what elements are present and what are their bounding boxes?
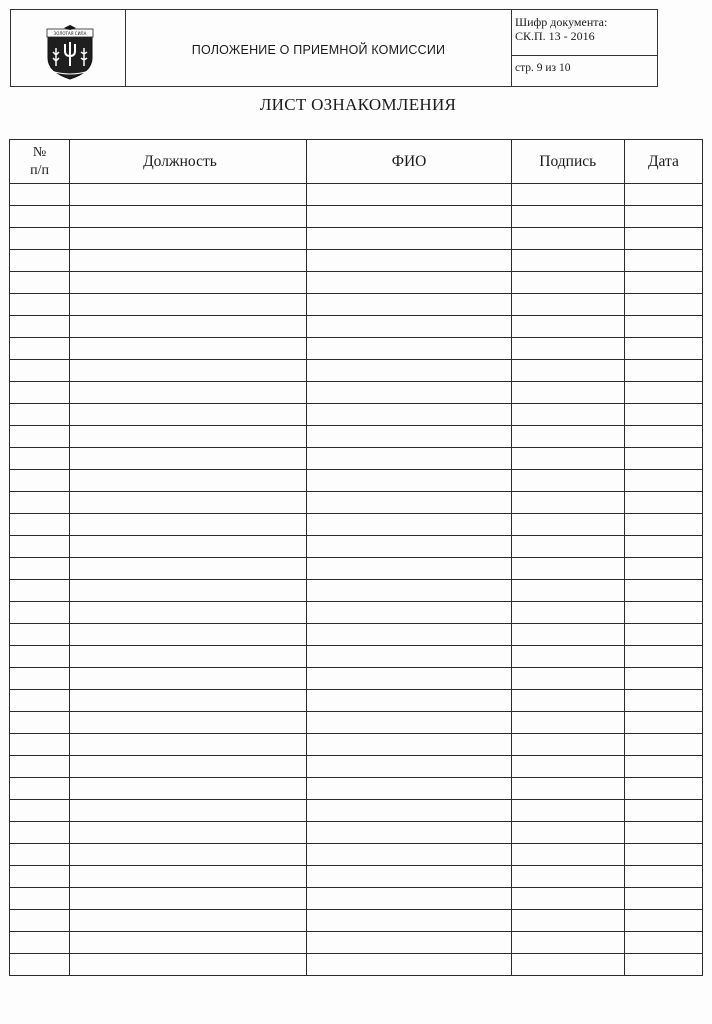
cell-full-name <box>307 316 511 338</box>
cell-full-name <box>307 492 511 514</box>
column-header-number-symbol: № <box>32 144 47 160</box>
cell-full-name <box>307 602 511 624</box>
cell-number <box>10 690 70 712</box>
table-row <box>10 448 703 470</box>
document-code-cell <box>512 10 657 56</box>
cell-position <box>70 470 307 492</box>
table-row <box>10 272 703 294</box>
cell-position <box>70 712 307 734</box>
cell-number <box>10 184 70 206</box>
table-row <box>10 822 703 844</box>
cell-position <box>70 228 307 250</box>
cell-signature <box>511 426 624 448</box>
cell-position <box>70 250 307 272</box>
cell-date <box>624 910 702 932</box>
cell-number <box>10 866 70 888</box>
cell-full-name <box>307 646 511 668</box>
cell-position <box>70 822 307 844</box>
cell-signature <box>511 514 624 536</box>
cell-date <box>624 272 702 294</box>
table-row <box>10 668 703 690</box>
cell-signature <box>511 624 624 646</box>
cell-date <box>624 602 702 624</box>
cell-signature <box>511 734 624 756</box>
cell-date <box>624 866 702 888</box>
table-row <box>10 624 703 646</box>
cell-signature <box>511 756 624 778</box>
column-header-full-name-label: ФИО <box>391 152 427 170</box>
table-row <box>10 184 703 206</box>
cell-position <box>70 316 307 338</box>
regulation-title: ПОЛОЖЕНИЕ О ПРИЕМНОЙ КОМИССИИ <box>191 43 446 57</box>
cell-full-name <box>307 954 511 976</box>
cell-number <box>10 272 70 294</box>
table-row <box>10 756 703 778</box>
page-number-cell <box>512 56 657 86</box>
cell-number <box>10 206 70 228</box>
cell-date <box>624 316 702 338</box>
table-row <box>10 536 703 558</box>
cell-position <box>70 272 307 294</box>
cell-full-name <box>307 426 511 448</box>
cell-signature <box>511 646 624 668</box>
cell-full-name <box>307 932 511 954</box>
cell-date <box>624 558 702 580</box>
header-logo-cell <box>11 10 126 86</box>
cell-position <box>70 866 307 888</box>
cell-signature <box>511 250 624 272</box>
cell-number <box>10 602 70 624</box>
cell-position <box>70 690 307 712</box>
cell-signature <box>511 602 624 624</box>
table-row <box>10 250 703 272</box>
cell-signature <box>511 932 624 954</box>
cell-position <box>70 382 307 404</box>
table-row <box>10 690 703 712</box>
cell-signature <box>511 470 624 492</box>
cell-number <box>10 932 70 954</box>
cell-number <box>10 448 70 470</box>
cell-position <box>70 888 307 910</box>
document-code-value: СК.П. 13 - 2016 <box>515 29 595 43</box>
cell-signature <box>511 580 624 602</box>
cell-position <box>70 646 307 668</box>
cell-number <box>10 470 70 492</box>
cell-full-name <box>307 206 511 228</box>
cell-date <box>624 228 702 250</box>
cell-full-name <box>307 712 511 734</box>
cell-date <box>624 800 702 822</box>
cell-date <box>624 536 702 558</box>
cell-signature <box>511 888 624 910</box>
cell-date <box>624 492 702 514</box>
cell-full-name <box>307 338 511 360</box>
cell-position <box>70 932 307 954</box>
cell-signature <box>511 294 624 316</box>
cell-number <box>10 228 70 250</box>
column-header-position <box>70 140 307 184</box>
document-code-label: Шифр документа: <box>515 15 608 29</box>
cell-signature <box>511 866 624 888</box>
column-header-date <box>624 140 702 184</box>
college-emblem-icon <box>41 24 99 82</box>
cell-number <box>10 910 70 932</box>
cell-position <box>70 426 307 448</box>
cell-date <box>624 646 702 668</box>
table-row <box>10 514 703 536</box>
table-row <box>10 316 703 338</box>
cell-date <box>624 184 702 206</box>
cell-position <box>70 514 307 536</box>
cell-number <box>10 382 70 404</box>
cell-signature <box>511 448 624 470</box>
column-header-date-label: Дата <box>647 152 679 170</box>
table-row <box>10 580 703 602</box>
cell-position <box>70 800 307 822</box>
cell-date <box>624 338 702 360</box>
cell-number <box>10 360 70 382</box>
cell-date <box>624 448 702 470</box>
column-header-full-name <box>307 140 511 184</box>
table-row <box>10 206 703 228</box>
cell-number <box>10 338 70 360</box>
cell-signature <box>511 668 624 690</box>
cell-position <box>70 580 307 602</box>
cell-date <box>624 954 702 976</box>
cell-number <box>10 492 70 514</box>
table-header-row <box>10 140 703 184</box>
cell-position <box>70 184 307 206</box>
cell-date <box>624 382 702 404</box>
table-row <box>10 426 703 448</box>
cell-date <box>624 250 702 272</box>
cell-position <box>70 778 307 800</box>
table-row <box>10 492 703 514</box>
cell-full-name <box>307 888 511 910</box>
cell-signature <box>511 778 624 800</box>
emblem-banner-text: ЗОЛОТАЯ СИЛА <box>53 31 87 36</box>
cell-full-name <box>307 756 511 778</box>
cell-signature <box>511 404 624 426</box>
cell-position <box>70 558 307 580</box>
table-row <box>10 778 703 800</box>
table-row <box>10 294 703 316</box>
table-row <box>10 404 703 426</box>
cell-signature <box>511 690 624 712</box>
cell-position <box>70 404 307 426</box>
table-row <box>10 844 703 866</box>
header-title-cell <box>126 10 512 86</box>
table-row <box>10 954 703 976</box>
cell-number <box>10 844 70 866</box>
table-row <box>10 360 703 382</box>
cell-position <box>70 844 307 866</box>
cell-number <box>10 822 70 844</box>
cell-position <box>70 954 307 976</box>
cell-position <box>70 206 307 228</box>
page-number: стр. 9 из 10 <box>515 62 571 74</box>
column-header-number-abbr: п/п <box>30 162 49 178</box>
cell-date <box>624 360 702 382</box>
cell-date <box>624 624 702 646</box>
column-header-position-label: Должность <box>143 152 217 170</box>
table-row <box>10 228 703 250</box>
cell-signature <box>511 228 624 250</box>
cell-date <box>624 822 702 844</box>
cell-date <box>624 206 702 228</box>
cell-signature <box>511 558 624 580</box>
cell-number <box>10 426 70 448</box>
table-row <box>10 932 703 954</box>
cell-signature <box>511 954 624 976</box>
cell-date <box>624 580 702 602</box>
cell-full-name <box>307 360 511 382</box>
cell-signature <box>511 910 624 932</box>
cell-number <box>10 778 70 800</box>
table-body <box>10 184 703 976</box>
cell-position <box>70 360 307 382</box>
cell-number <box>10 756 70 778</box>
cell-position <box>70 734 307 756</box>
cell-full-name <box>307 668 511 690</box>
cell-position <box>70 294 307 316</box>
cell-full-name <box>307 778 511 800</box>
cell-date <box>624 712 702 734</box>
cell-number <box>10 404 70 426</box>
cell-signature <box>511 360 624 382</box>
cell-full-name <box>307 800 511 822</box>
cell-full-name <box>307 690 511 712</box>
cell-signature <box>511 382 624 404</box>
table-row <box>10 338 703 360</box>
cell-date <box>624 756 702 778</box>
column-header-number <box>10 140 70 184</box>
cell-full-name <box>307 228 511 250</box>
cell-position <box>70 536 307 558</box>
cell-signature <box>511 536 624 558</box>
cell-number <box>10 646 70 668</box>
column-header-signature <box>511 140 624 184</box>
document-header <box>10 9 658 87</box>
cell-position <box>70 756 307 778</box>
cell-number <box>10 316 70 338</box>
cell-position <box>70 448 307 470</box>
cell-position <box>70 668 307 690</box>
cell-number <box>10 250 70 272</box>
table-row <box>10 382 703 404</box>
cell-full-name <box>307 558 511 580</box>
cell-number <box>10 668 70 690</box>
sheet-title <box>0 95 712 115</box>
cell-number <box>10 712 70 734</box>
table-row <box>10 558 703 580</box>
cell-full-name <box>307 822 511 844</box>
column-header-signature-label: Подпись <box>539 152 597 170</box>
cell-full-name <box>307 844 511 866</box>
cell-full-name <box>307 624 511 646</box>
cell-date <box>624 734 702 756</box>
table-row <box>10 888 703 910</box>
cell-full-name <box>307 250 511 272</box>
cell-signature <box>511 492 624 514</box>
table-row <box>10 866 703 888</box>
cell-signature <box>511 272 624 294</box>
cell-signature <box>511 184 624 206</box>
cell-date <box>624 932 702 954</box>
table-row <box>10 602 703 624</box>
cell-date <box>624 404 702 426</box>
cell-full-name <box>307 404 511 426</box>
cell-signature <box>511 712 624 734</box>
cell-number <box>10 514 70 536</box>
cell-signature <box>511 822 624 844</box>
cell-number <box>10 624 70 646</box>
cell-number <box>10 954 70 976</box>
cell-number <box>10 888 70 910</box>
cell-signature <box>511 844 624 866</box>
cell-date <box>624 514 702 536</box>
cell-number <box>10 536 70 558</box>
cell-position <box>70 602 307 624</box>
sheet-title-text: ЛИСТ ОЗНАКОМЛЕНИЯ <box>259 95 457 114</box>
cell-position <box>70 492 307 514</box>
table-row <box>10 734 703 756</box>
cell-date <box>624 844 702 866</box>
cell-position <box>70 338 307 360</box>
table-row <box>10 712 703 734</box>
cell-signature <box>511 800 624 822</box>
cell-position <box>70 624 307 646</box>
table-row <box>10 910 703 932</box>
cell-full-name <box>307 910 511 932</box>
cell-full-name <box>307 470 511 492</box>
cell-full-name <box>307 184 511 206</box>
cell-date <box>624 668 702 690</box>
cell-full-name <box>307 272 511 294</box>
cell-number <box>10 800 70 822</box>
cell-full-name <box>307 734 511 756</box>
cell-full-name <box>307 514 511 536</box>
cell-full-name <box>307 294 511 316</box>
table-row <box>10 800 703 822</box>
cell-signature <box>511 338 624 360</box>
cell-signature <box>511 316 624 338</box>
cell-signature <box>511 206 624 228</box>
cell-number <box>10 294 70 316</box>
cell-full-name <box>307 448 511 470</box>
cell-date <box>624 778 702 800</box>
cell-number <box>10 580 70 602</box>
cell-date <box>624 426 702 448</box>
cell-date <box>624 888 702 910</box>
cell-full-name <box>307 580 511 602</box>
table-row <box>10 646 703 668</box>
cell-number <box>10 558 70 580</box>
cell-full-name <box>307 382 511 404</box>
cell-full-name <box>307 866 511 888</box>
cell-full-name <box>307 536 511 558</box>
acknowledgement-table <box>9 139 703 976</box>
cell-number <box>10 734 70 756</box>
cell-position <box>70 910 307 932</box>
table-row <box>10 470 703 492</box>
cell-date <box>624 470 702 492</box>
cell-date <box>624 294 702 316</box>
cell-date <box>624 690 702 712</box>
